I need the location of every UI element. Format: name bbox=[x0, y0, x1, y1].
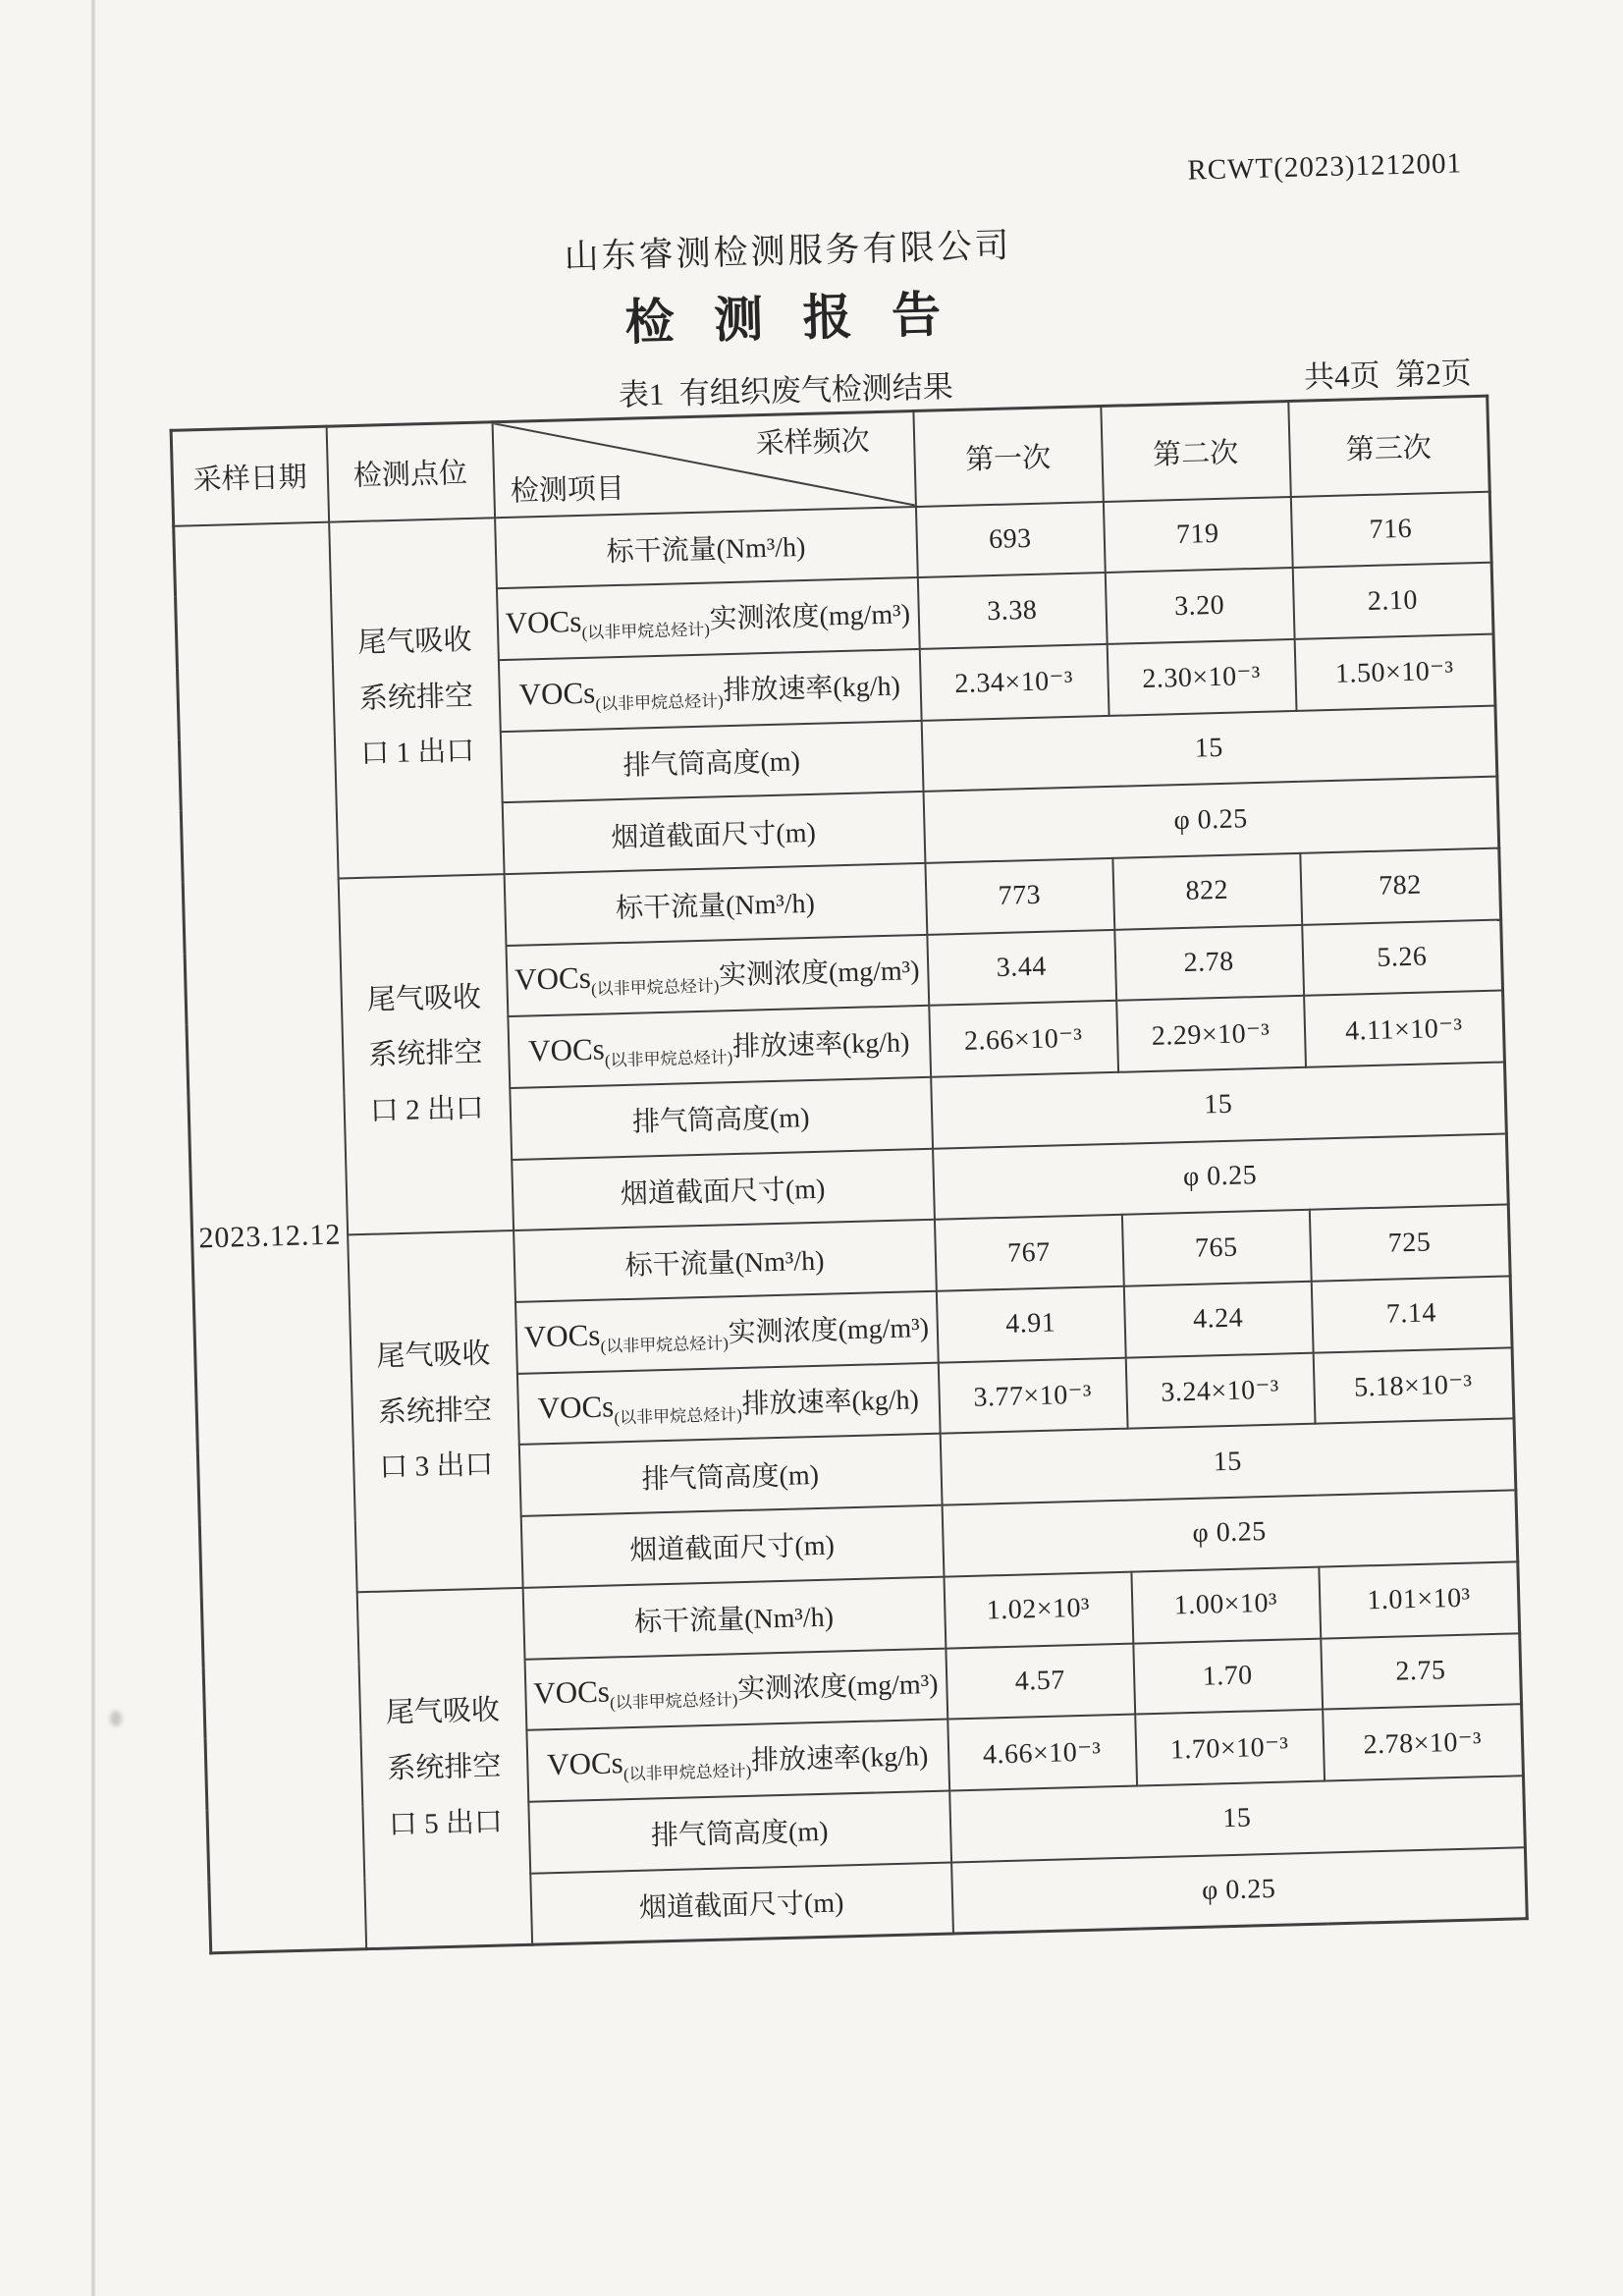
report-number: RCWT(2023)1212001 bbox=[1187, 147, 1463, 187]
value-cell: 4.66×10⁻³ bbox=[947, 1715, 1137, 1791]
point-line: 口 1 出口 bbox=[359, 736, 475, 771]
point-line: 系统排空 bbox=[377, 1394, 493, 1429]
header-run-1: 第一次 bbox=[913, 407, 1103, 507]
item-label-subscript: (以非甲烷总烃计) bbox=[581, 620, 711, 642]
value-cell: 2.29×10⁻³ bbox=[1116, 996, 1306, 1072]
item-label-cell bbox=[510, 1077, 933, 1160]
item-label: 实测浓度(mg/m³) bbox=[718, 956, 920, 992]
item-label-cell bbox=[522, 1576, 946, 1659]
item-label-cell bbox=[530, 1862, 953, 1944]
item-label-cell bbox=[516, 1362, 940, 1445]
header-sample-frequency: 采样频次 bbox=[755, 425, 871, 461]
value-cell: 2.75 bbox=[1321, 1633, 1522, 1710]
item-label-cell bbox=[496, 577, 919, 660]
item-label-cell bbox=[520, 1505, 944, 1588]
item-label: VOCs bbox=[523, 1317, 601, 1354]
point-line: 口 3 出口 bbox=[378, 1449, 494, 1484]
item-label-cell bbox=[515, 1291, 939, 1374]
point-line: 口 2 出口 bbox=[369, 1092, 485, 1127]
header-run-3: 第三次 bbox=[1288, 396, 1489, 496]
value-cell: 1.00×10³ bbox=[1131, 1566, 1321, 1643]
item-label: 标干流量(Nm³/h) bbox=[624, 1245, 825, 1282]
value-cell: 773 bbox=[925, 858, 1114, 935]
page-indicator: 共4页 第2页 bbox=[1303, 355, 1473, 395]
value-cell: 725 bbox=[1309, 1205, 1510, 1282]
value-cell: 2.78 bbox=[1114, 924, 1304, 1001]
item-label-subscript: (以非甲烷总烃计) bbox=[609, 1690, 738, 1713]
value-cell: 4.11×10⁻³ bbox=[1304, 991, 1505, 1067]
point-line: 尾气吸收 bbox=[375, 1338, 491, 1373]
item-label: 烟道截面尺寸(m) bbox=[629, 1531, 836, 1567]
item-label-subscript: (以非甲烷总烃计) bbox=[604, 1048, 733, 1070]
table-body bbox=[174, 491, 1528, 1952]
value-cell: 15 bbox=[931, 1062, 1507, 1148]
item-label-subscript: (以非甲烷总烃计) bbox=[600, 1334, 730, 1356]
value-cell: 1.50×10⁻³ bbox=[1294, 634, 1495, 711]
item-label: VOCs bbox=[537, 1388, 615, 1425]
value-cell: 5.26 bbox=[1302, 919, 1503, 996]
point-cell bbox=[356, 1588, 531, 1949]
item-label-cell bbox=[528, 1790, 951, 1873]
item-label-cell bbox=[514, 1220, 937, 1302]
item-label: 烟道截面尺寸(m) bbox=[638, 1887, 844, 1924]
item-label-cell bbox=[502, 792, 925, 874]
item-label: 排放速率(kg/h) bbox=[750, 1741, 929, 1777]
value-cell: 1.02×10³ bbox=[944, 1571, 1133, 1648]
results-table bbox=[170, 395, 1529, 1954]
value-cell: 2.66×10⁻³ bbox=[929, 1001, 1118, 1077]
point-cell bbox=[329, 518, 504, 879]
value-cell: 3.24×10⁻³ bbox=[1125, 1352, 1315, 1429]
header-sample-date: 采样日期 bbox=[171, 426, 328, 525]
item-label-subscript: (以非甲烷总烃计) bbox=[595, 690, 724, 714]
value-cell: 4.24 bbox=[1123, 1282, 1313, 1358]
item-label: VOCs bbox=[546, 1745, 624, 1782]
value-cell: 767 bbox=[934, 1215, 1123, 1291]
item-label-subscript: (以非甲烷总烃计) bbox=[614, 1404, 743, 1427]
value-cell: 782 bbox=[1300, 848, 1501, 925]
table-caption: 表1 有组织废气检测结果 bbox=[618, 368, 954, 412]
item-label: VOCs bbox=[527, 1031, 606, 1068]
company-name: 山东睿测检测服务有限公司 bbox=[564, 226, 1013, 277]
value-cell: 765 bbox=[1121, 1210, 1311, 1286]
item-label: 标干流量(Nm³/h) bbox=[606, 531, 806, 569]
point-cell bbox=[338, 874, 513, 1235]
item-label: 烟道截面尺寸(m) bbox=[620, 1174, 826, 1211]
item-label: 排气筒高度(m) bbox=[641, 1459, 820, 1496]
point-line: 系统排空 bbox=[367, 1037, 483, 1072]
point-line: 口 5 出口 bbox=[388, 1806, 504, 1841]
value-cell: 1.01×10³ bbox=[1319, 1561, 1520, 1638]
value-cell: 3.44 bbox=[927, 929, 1116, 1006]
item-label: VOCs bbox=[532, 1673, 611, 1711]
value-cell: 822 bbox=[1112, 853, 1302, 930]
value-cell: 4.91 bbox=[936, 1286, 1125, 1363]
value-cell: 716 bbox=[1290, 491, 1491, 568]
value-cell: 5.18×10⁻³ bbox=[1313, 1347, 1514, 1424]
value-cell: 15 bbox=[921, 705, 1497, 792]
point-line: 尾气吸收 bbox=[366, 981, 482, 1016]
item-label: 标干流量(Nm³/h) bbox=[615, 889, 816, 925]
item-label: 排气筒高度(m) bbox=[622, 746, 801, 782]
point-cell bbox=[348, 1230, 522, 1592]
value-cell: 693 bbox=[915, 502, 1105, 578]
value-cell: 2.30×10⁻³ bbox=[1107, 639, 1296, 716]
value-cell: 3.20 bbox=[1105, 568, 1294, 644]
item-label: 实测浓度(mg/m³) bbox=[709, 599, 911, 635]
item-label-cell bbox=[495, 507, 918, 589]
value-cell: φ 0.25 bbox=[923, 777, 1499, 863]
value-cell: φ 0.25 bbox=[942, 1490, 1518, 1576]
item-label-cell bbox=[504, 863, 927, 946]
point-line: 尾气吸收 bbox=[356, 625, 472, 660]
value-cell: φ 0.25 bbox=[951, 1847, 1528, 1934]
item-label-cell bbox=[512, 1148, 935, 1230]
item-label: 排气筒高度(m) bbox=[650, 1817, 829, 1852]
item-label: 排放速率(kg/h) bbox=[723, 671, 901, 706]
header-diagonal-cell bbox=[492, 411, 915, 518]
item-label: VOCs bbox=[505, 603, 582, 641]
report-title: 检 测 报 告 bbox=[623, 286, 955, 351]
item-label-cell bbox=[506, 934, 929, 1016]
header-monitor-point: 检测点位 bbox=[326, 422, 494, 521]
value-cell: 15 bbox=[940, 1419, 1516, 1505]
value-cell: 2.10 bbox=[1292, 563, 1493, 639]
value-cell: 1.70 bbox=[1133, 1638, 1323, 1715]
item-label-subscript: (以非甲烷总烃计) bbox=[590, 976, 720, 1000]
point-line: 尾气吸收 bbox=[385, 1694, 501, 1729]
value-cell: 2.34×10⁻³ bbox=[919, 644, 1109, 721]
item-label: 标干流量(Nm³/h) bbox=[633, 1602, 835, 1639]
item-label: VOCs bbox=[518, 675, 596, 712]
item-label: 实测浓度(mg/m³) bbox=[728, 1312, 930, 1349]
value-cell: 3.77×10⁻³ bbox=[938, 1357, 1127, 1434]
item-label-cell bbox=[524, 1648, 947, 1730]
item-label-cell bbox=[500, 720, 923, 802]
point-line: 系统排空 bbox=[358, 680, 474, 715]
item-label: 排放速率(kg/h) bbox=[731, 1027, 910, 1064]
item-label: 烟道截面尺寸(m) bbox=[611, 817, 817, 853]
value-cell: φ 0.25 bbox=[933, 1133, 1509, 1220]
item-label-cell bbox=[508, 1006, 931, 1088]
header-run-2: 第二次 bbox=[1101, 402, 1290, 502]
item-label: 排气筒高度(m) bbox=[631, 1103, 810, 1139]
header-test-item: 检测项目 bbox=[510, 472, 625, 508]
value-cell: 2.78×10⁻³ bbox=[1323, 1704, 1524, 1780]
value-cell: 4.57 bbox=[946, 1643, 1135, 1720]
value-cell: 7.14 bbox=[1311, 1276, 1512, 1352]
item-label: 实测浓度(mg/m³) bbox=[736, 1669, 939, 1706]
item-label-subscript: (以非甲烷总烃计) bbox=[622, 1761, 752, 1784]
item-label-cell bbox=[498, 649, 921, 732]
item-label-cell bbox=[526, 1720, 949, 1802]
item-label: 排放速率(kg/h) bbox=[741, 1384, 920, 1420]
value-cell: 15 bbox=[949, 1776, 1526, 1862]
value-cell: 3.38 bbox=[917, 573, 1107, 649]
point-line: 系统排空 bbox=[386, 1750, 502, 1785]
value-cell: 719 bbox=[1103, 497, 1292, 574]
value-cell: 1.70×10⁻³ bbox=[1135, 1710, 1325, 1786]
item-label: VOCs bbox=[514, 960, 592, 998]
item-label-cell bbox=[518, 1434, 942, 1516]
sample-date: 2023.12.12 bbox=[198, 1218, 342, 1255]
